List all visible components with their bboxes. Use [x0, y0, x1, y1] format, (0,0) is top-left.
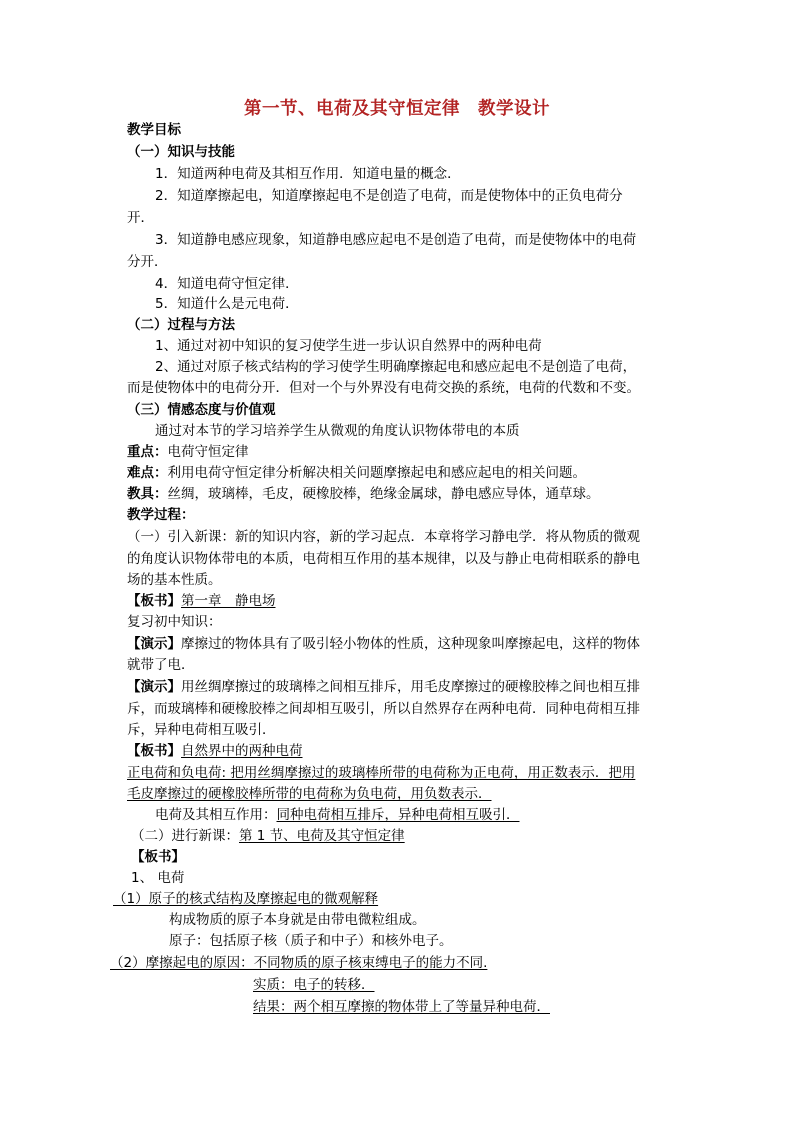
intro-line-2: 的角度认识物体带电的本质，电荷相互作用的基本规律，以及与静止电荷相联系的静电	[127, 551, 640, 567]
board-label: 【板书】	[127, 743, 181, 759]
subitem-friction-cause: （2）摩擦起电的原因：不同物质的原子核束缚电子的能力不同.	[110, 955, 488, 971]
demo-2-text: 用丝绸摩擦过的玻璃棒之间相互排斥，用毛皮摩擦过的硬橡胶棒之间也相互排	[181, 679, 640, 695]
key-point-line	[127, 442, 249, 462]
key-point-label: 重点：	[127, 444, 168, 460]
demo-2-line-3: 斥，异种电荷相互吸引．	[127, 722, 276, 738]
demo-label: 【演示】	[127, 679, 181, 695]
document-title: 第一节、电荷及其守恒定律 教学设计	[244, 99, 550, 119]
interaction-text: 同种电荷相互排斥，异种电荷相互吸引．	[276, 807, 520, 823]
knowledge-item-5: 5．知道什么是元电荷．	[155, 296, 299, 312]
tools-text: 丝绸，玻璃棒，毛皮，硬橡胶棒，绝缘金属球，静电感应导体，通草球。	[167, 486, 600, 502]
attitude-text: 通过对本节的学习培养学生从微观的角度认识物体带电的本质	[155, 423, 520, 439]
intro-line-3: 场的基本性质。	[127, 572, 222, 588]
difficulty-line	[127, 463, 586, 483]
tools-line	[127, 484, 600, 504]
knowledge-item-1: 1．知道两种电荷及其相互作用．知道电量的概念．	[155, 166, 461, 182]
knowledge-item-3: 3．知道静电感应现象，知道静电感应起电不是创造了电荷，而是使物体中的电荷	[155, 232, 637, 248]
process-item-1: 1、通过对初中知识的复习使学生进一步认识自然界中的两种电荷	[155, 338, 542, 354]
tools-label: 教具：	[127, 486, 168, 502]
intro-line-1: （一）引入新课：新的知识内容，新的学习起点．本章将学习静电学．将从物质的微观	[127, 529, 640, 545]
demo-1-text: 摩擦过的物体具有了吸引轻小物体的性质，这种现象叫摩擦起电，这样的物体	[181, 636, 640, 652]
new-lesson-text: 第 1 节、电荷及其守恒定律	[239, 828, 405, 844]
interaction-label: 电荷及其相互作用：	[155, 807, 277, 823]
demo-label: 【演示】	[127, 636, 181, 652]
process-item-2: 2、通过对原子核式结构的学习使学生明确摩擦起电和感应起电不是创造了电荷，	[155, 359, 637, 375]
board-charges-text: 自然界中的两种电荷	[181, 743, 303, 759]
charges-definition-2: 毛皮摩擦过的硬橡胶棒所带的电荷称为负电荷，用负数表示．	[127, 786, 492, 802]
subitem-atomic-structure: （1）原子的核式结构及摩擦起电的微观解释	[113, 891, 379, 907]
knowledge-item-2-cont: 开．	[127, 210, 154, 226]
interaction-line	[155, 805, 520, 825]
difficulty-label: 难点：	[127, 465, 168, 481]
new-lesson-label: （二）进行新课：	[131, 828, 239, 844]
process-heading: 教学过程：	[127, 507, 195, 523]
atomic-structure-text-2: 原子：包括原子核（质子和中子）和核外电子。	[169, 933, 453, 949]
section-process-heading: （二）过程与方法	[127, 317, 235, 333]
demo-2-line-2: 斥，而玻璃棒和硬橡胶棒之间却相互吸引，所以自然界存在两种电荷．同种电荷相互排	[127, 701, 640, 717]
knowledge-item-3-cont: 分开．	[127, 254, 168, 270]
difficulty-text: 利用电荷守恒定律分析解决相关问题摩擦起电和感应起电的相关问题。	[167, 465, 586, 481]
atomic-structure-text-1: 构成物质的原子本身就是由带电微粒组成。	[169, 912, 426, 928]
new-lesson-line	[131, 826, 405, 846]
section-knowledge-heading: （一）知识与技能	[127, 144, 235, 160]
demo-1-line-1	[127, 634, 640, 654]
item-charge: 1、 电荷	[131, 870, 185, 886]
result-line: 结果：两个相互摩擦的物体带上了等量异种电荷．	[253, 999, 550, 1015]
board-chapter-text: 第一章 静电场	[181, 593, 276, 609]
board-label-3: 【板书】	[131, 849, 185, 865]
charges-definition-1: 正电荷和负电荷: 把用丝绸摩擦过的玻璃棒所带的电荷称为正电荷，用正数表示．把用	[127, 765, 636, 781]
board-chapter-line	[127, 591, 276, 611]
goals-heading: 教学目标	[127, 122, 181, 138]
board-charges-line	[127, 741, 303, 761]
key-point-text: 电荷守恒定律	[167, 444, 249, 460]
section-attitude-heading: （三）情感态度与价值观	[127, 402, 276, 418]
essence-line: 实质：电子的转移．	[253, 977, 375, 993]
process-item-2-cont: 而是使物体中的电荷分开．但对一个与外界没有电荷交换的系统，电荷的代数和不变。	[127, 380, 640, 396]
demo-1-line-2: 就带了电．	[127, 657, 195, 673]
board-label: 【板书】	[127, 593, 181, 609]
review-line: 复习初中知识：	[127, 614, 222, 630]
knowledge-item-4: 4．知道电荷守恒定律．	[155, 276, 299, 292]
knowledge-item-2: 2．知道摩擦起电，知道摩擦起电不是创造了电荷，而是使物体中的正负电荷分	[155, 188, 623, 204]
demo-2-line-1	[127, 677, 640, 697]
